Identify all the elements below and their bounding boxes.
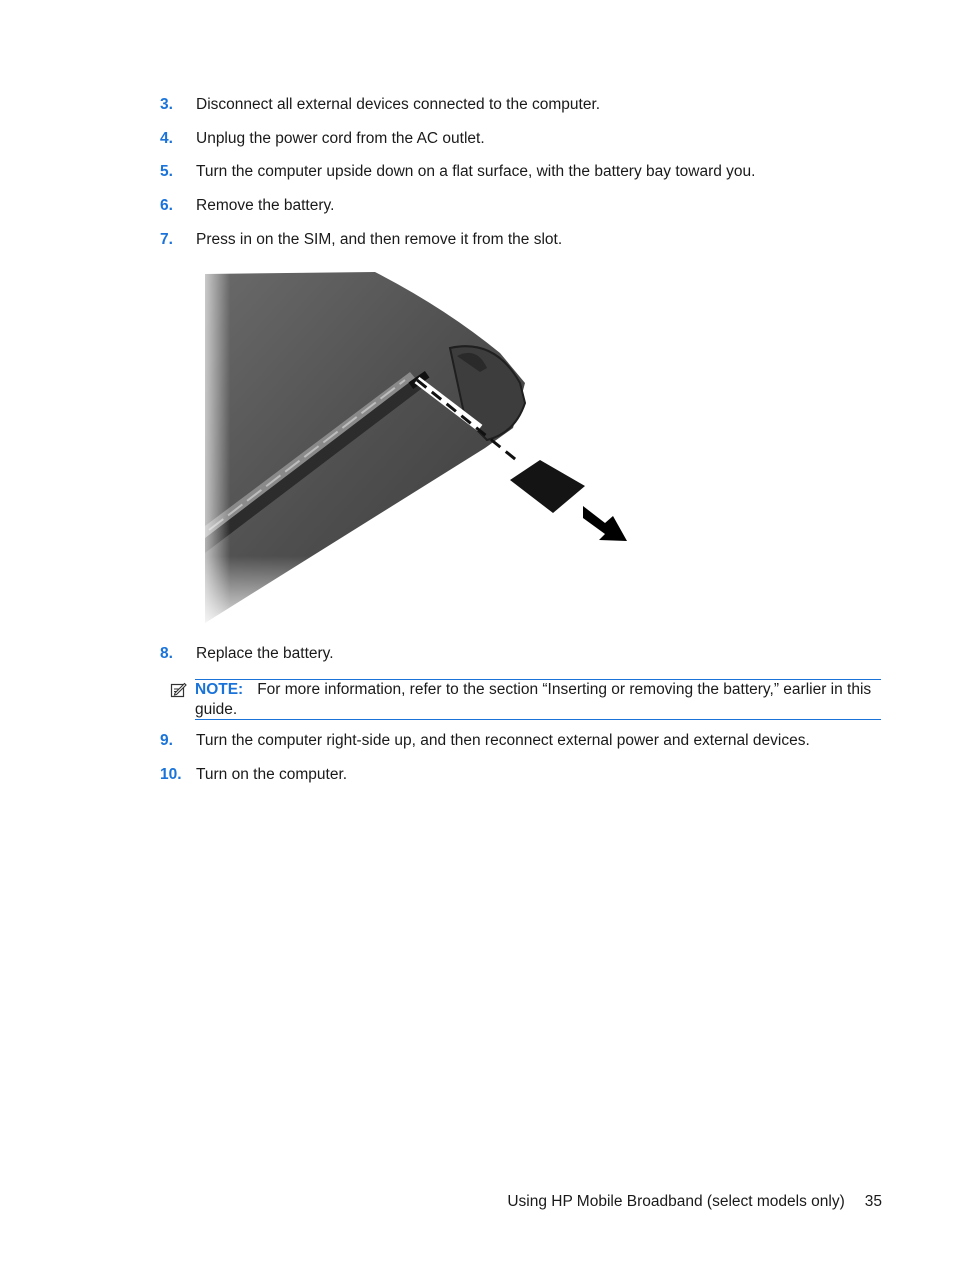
page-footer — [507, 1191, 882, 1213]
step-8 — [0, 643, 954, 665]
step-number: 5. — [160, 163, 173, 180]
step-9 — [0, 730, 954, 752]
step-5 — [0, 161, 954, 183]
note-label: NOTE: — [195, 681, 244, 698]
step-4 — [0, 128, 954, 150]
step-text: Disconnect all external devices connected to the computer. — [196, 96, 601, 113]
step-text: Replace the battery. — [196, 645, 334, 662]
step-text: Turn the computer right-side up, and then reconnect external power and external devices. — [196, 732, 810, 749]
footer-section-title: Using HP Mobile Broadband (select models only) — [507, 1193, 845, 1210]
page-number: 35 — [864, 1193, 882, 1210]
step-number: 3. — [160, 96, 173, 113]
step-text: Unplug the power cord from the AC outlet. — [196, 130, 485, 147]
note-pencil-icon — [170, 681, 188, 699]
note-text-block — [195, 680, 881, 719]
note-box — [195, 679, 881, 720]
step-number: 10. — [160, 766, 182, 783]
step-number: 8. — [160, 645, 173, 662]
step-number: 6. — [160, 197, 173, 214]
note-body: For more information, refer to the section “Inserting or removing the battery,” earlier in this guide. — [195, 681, 872, 718]
step-3 — [0, 94, 954, 116]
step-number: 7. — [160, 231, 173, 248]
step-text: Press in on the SIM, and then remove it from the slot. — [196, 231, 563, 248]
step-number: 4. — [160, 130, 173, 147]
step-7 — [0, 229, 954, 251]
step-text: Remove the battery. — [196, 197, 335, 214]
step-text: Turn on the computer. — [196, 766, 348, 783]
step-6 — [0, 195, 954, 217]
step-text: Turn the computer upside down on a flat surface, with the battery bay toward you. — [196, 163, 756, 180]
step-10 — [0, 764, 954, 786]
step-number: 9. — [160, 732, 173, 749]
sim-removal-illustration — [195, 268, 635, 628]
